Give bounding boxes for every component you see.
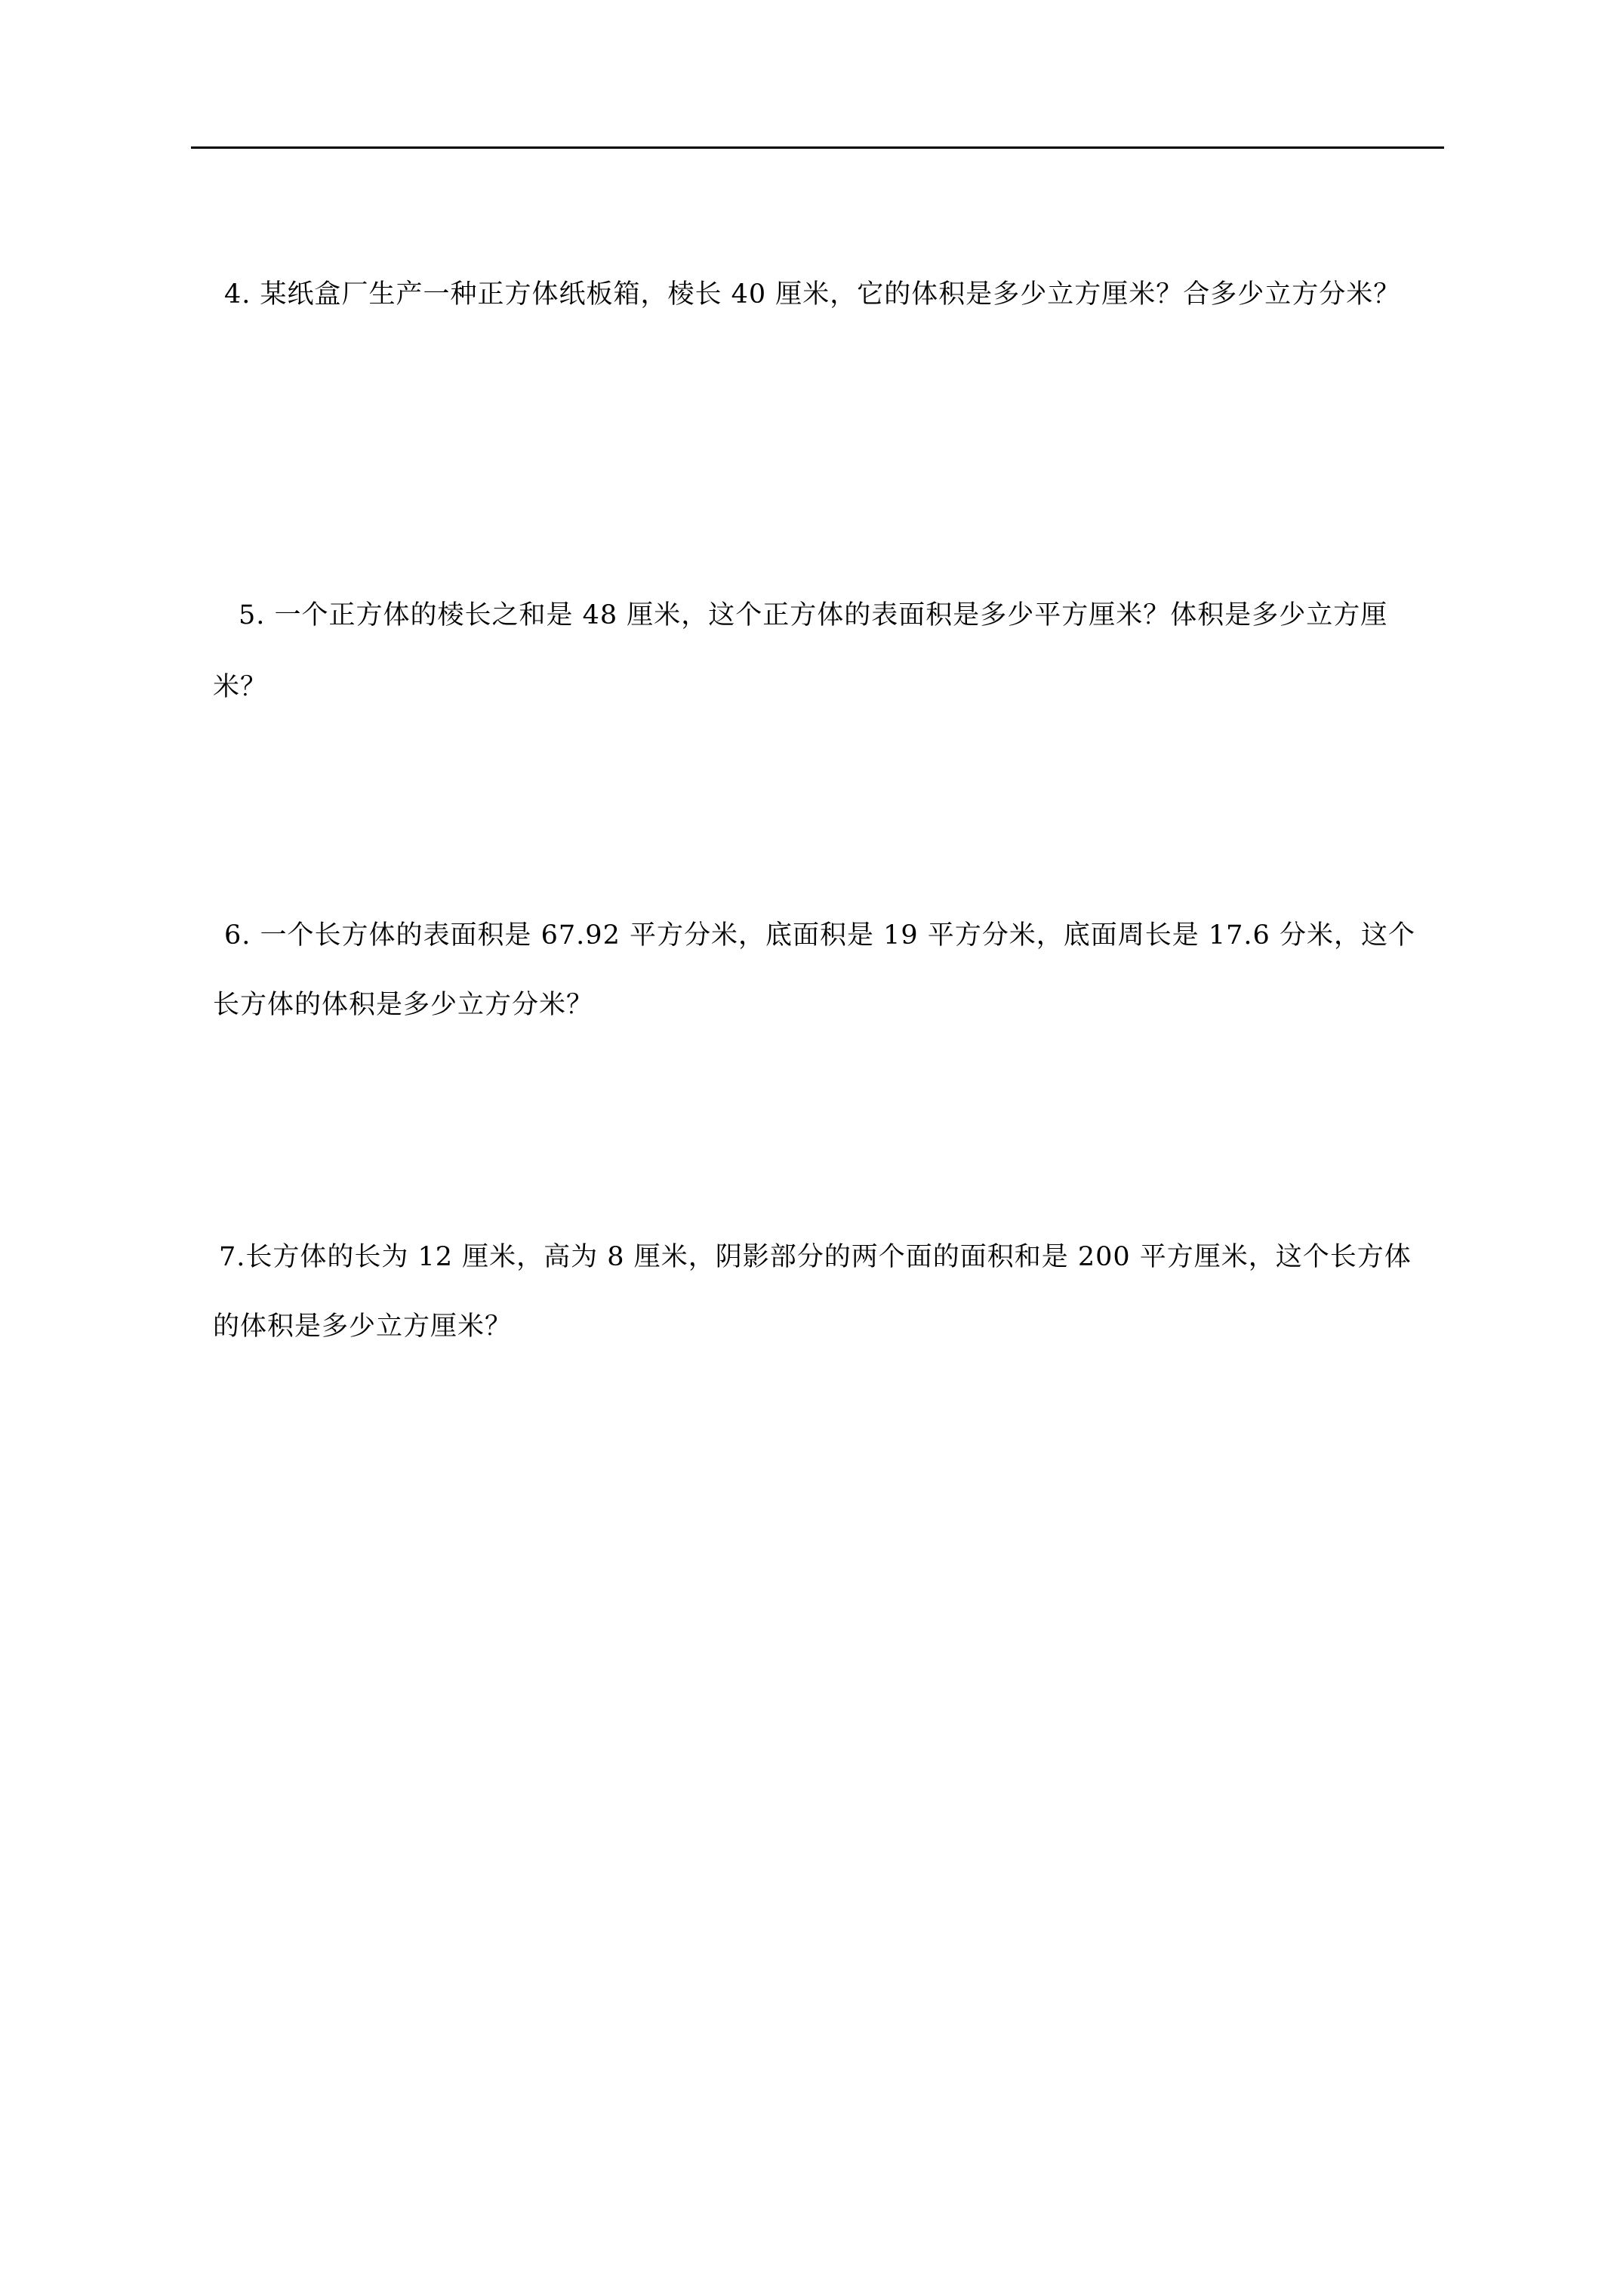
question-6-line-2: 长方体的体积是多少立方分米？ [213, 990, 594, 1020]
question-4-line-1: 4. 某纸盒厂生产一种正方体纸板箱，棱长 40 厘米，它的体积是多少立方厘米？合多少立方分米？ [224, 279, 1401, 310]
question-5-line-1: 5. 一个正方体的棱长之和是 48 厘米，这个正方体的表面积是多少平方厘米？体积是多少立方厘 [239, 600, 1388, 630]
question-5-line-2: 米？ [213, 672, 268, 702]
question-7-line-1: 7.长方体的长为 12 厘米，高为 8 厘米，阴影部分的两个面的面积和是 200 平方厘米，这个长方体 [219, 1242, 1412, 1272]
header-rule [191, 146, 1444, 149]
question-6-line-1: 6. 一个长方体的表面积是 67.92 平方分米，底面积是 19 平方分米，底面周长是 17.6 分米，这个 [224, 920, 1415, 951]
question-7-line-2: 的体积是多少立方厘米？ [213, 1311, 513, 1342]
